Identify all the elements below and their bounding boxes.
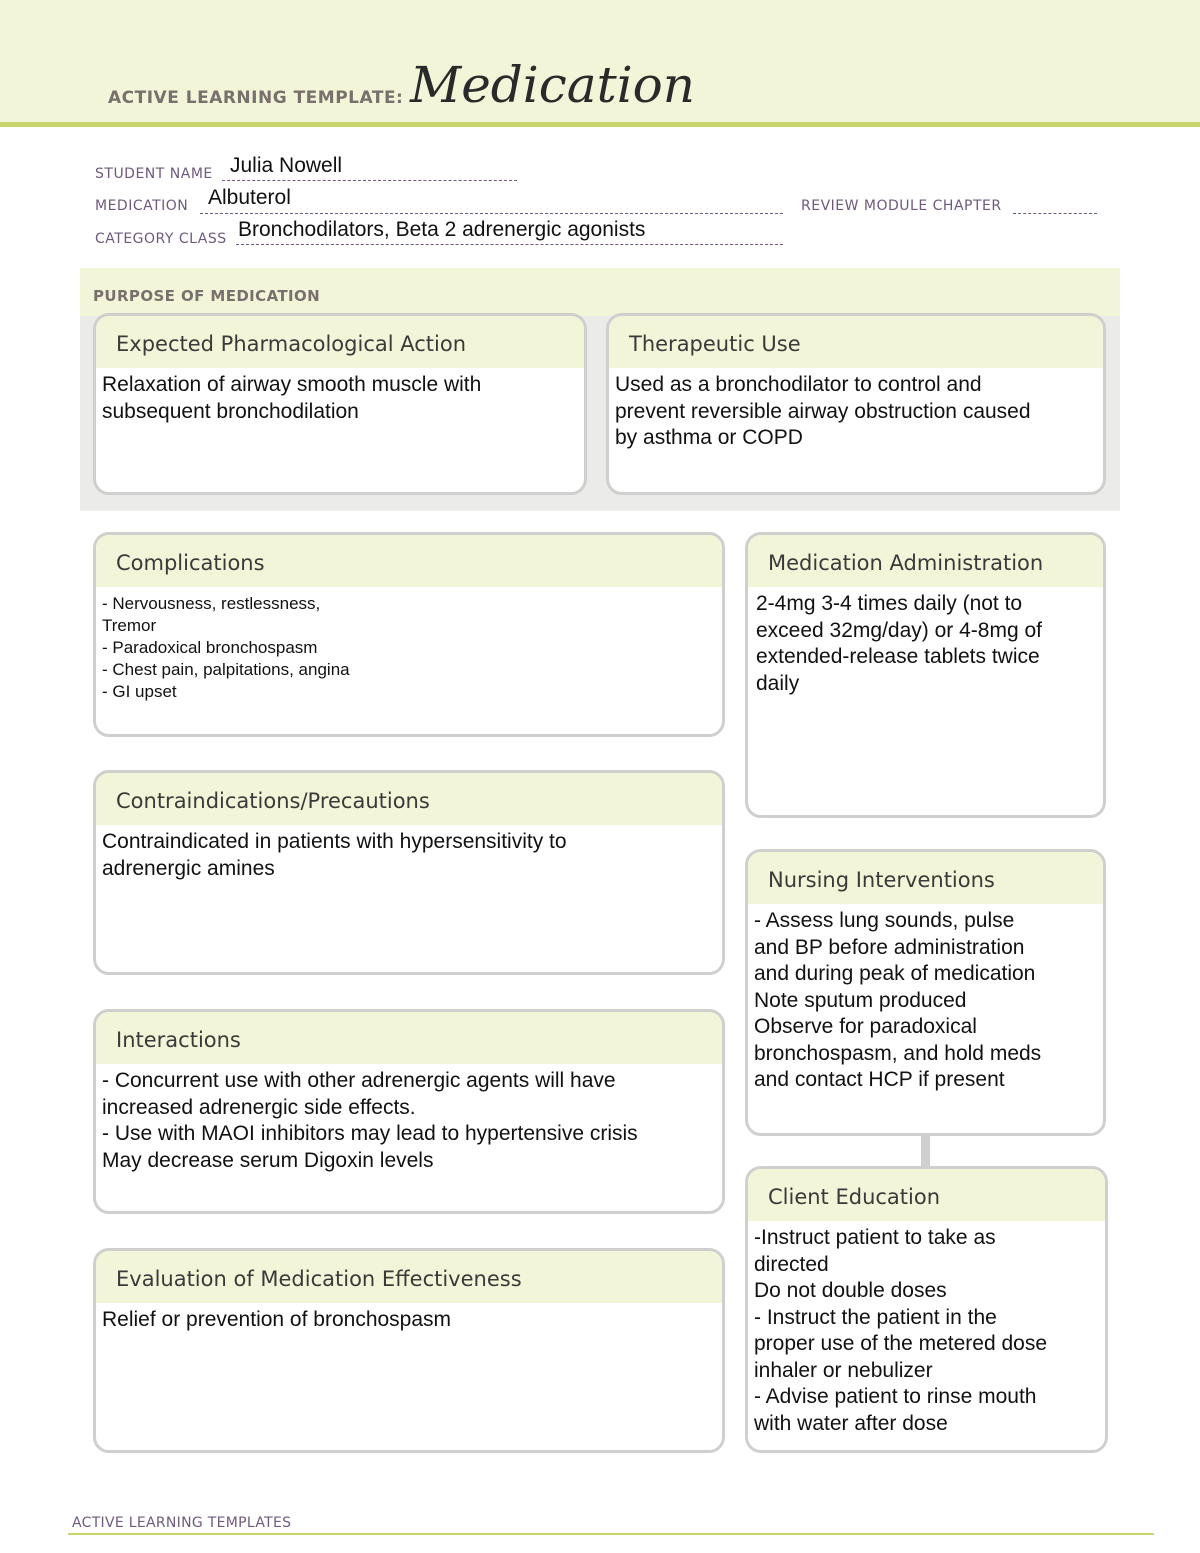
student-name-field[interactable]: Julia Nowell bbox=[230, 154, 343, 177]
review-module-label: REVIEW MODULE CHAPTER bbox=[801, 198, 1002, 214]
client-education-text[interactable]: -Instruct patient to take as directed Do not double doses - Instruct the patient in the proper use of the metered dose inhaler or nebulizer - Advise patient to rinse mouth with water after dose bbox=[754, 1226, 1048, 1435]
category-class-field[interactable]: Bronchodilators, Beta 2 adrenergic agonists bbox=[238, 218, 646, 241]
nursing-interventions-title: Nursing Interventions bbox=[748, 852, 1103, 904]
medication-line bbox=[200, 213, 783, 214]
client-education-title: Client Education bbox=[748, 1169, 1105, 1221]
connector-bar bbox=[921, 1134, 930, 1166]
evaluation-box bbox=[93, 1248, 725, 1453]
complications-text[interactable]: - Nervousness, restlessness, Tremor - Paradoxical bronchospasm - Chest pain, palpitations, angina - GI upset bbox=[102, 594, 350, 701]
complications-title: Complications bbox=[96, 535, 722, 587]
purpose-label: PURPOSE OF MEDICATION bbox=[93, 287, 321, 305]
nursing-interventions-box bbox=[745, 849, 1106, 1136]
therapeutic-use-text[interactable]: Used as a bronchodilator to control and prevent reversible airway obstruction caused by asthma or COPD bbox=[615, 373, 1031, 449]
contraindications-box bbox=[93, 770, 725, 975]
template-label: ACTIVE LEARNING TEMPLATE: bbox=[108, 88, 404, 108]
medication-label: MEDICATION bbox=[95, 198, 189, 214]
evaluation-title: Evaluation of Medication Effectiveness bbox=[96, 1251, 722, 1303]
interactions-title: Interactions bbox=[96, 1012, 722, 1064]
expected-action-box bbox=[93, 313, 587, 495]
nursing-interventions-text[interactable]: - Assess lung sounds, pulse and BP before administration and during peak of medication Note sputum produced Observe for paradoxical bronchospasm, and hold meds and contact HCP if present bbox=[754, 909, 1042, 1091]
administration-box bbox=[745, 532, 1106, 818]
page-title: Medication bbox=[410, 56, 695, 114]
category-class-label: CATEGORY CLASS bbox=[95, 231, 227, 247]
interactions-text[interactable]: - Concurrent use with other adrenergic agents will have increased adrenergic side effects. - Use with MAOI inhibitors may lead to hypertensive crisis May decrease serum Digoxin levels bbox=[102, 1069, 638, 1172]
therapeutic-use-title: Therapeutic Use bbox=[609, 316, 1103, 368]
review-module-field[interactable] bbox=[1013, 213, 1097, 214]
footer-label: ACTIVE LEARNING TEMPLATES bbox=[72, 1515, 292, 1531]
administration-title: Medication Administration bbox=[748, 535, 1103, 587]
footer-rule bbox=[68, 1533, 1154, 1535]
header-rule bbox=[0, 122, 1200, 127]
category-class-line bbox=[236, 244, 783, 245]
interactions-box bbox=[93, 1009, 725, 1214]
therapeutic-use-box bbox=[606, 313, 1106, 495]
student-name-line bbox=[222, 180, 517, 181]
contraindications-title: Contraindications/Precautions bbox=[96, 773, 722, 825]
evaluation-text[interactable]: Relief or prevention of bronchospasm bbox=[102, 1308, 452, 1331]
administration-text[interactable]: 2-4mg 3-4 times daily (not to exceed 32mg/day) or 4-8mg of extended-release tablets twice daily bbox=[756, 592, 1042, 695]
expected-action-text[interactable]: Relaxation of airway smooth muscle with subsequent bronchodilation bbox=[102, 373, 482, 423]
medication-field[interactable]: Albuterol bbox=[208, 186, 291, 209]
complications-box bbox=[93, 532, 725, 737]
client-education-box bbox=[745, 1166, 1108, 1453]
contraindications-text[interactable]: Contraindicated in patients with hypersensitivity to adrenergic amines bbox=[102, 830, 567, 880]
expected-action-title: Expected Pharmacological Action bbox=[96, 316, 584, 368]
student-name-label: STUDENT NAME bbox=[95, 166, 213, 182]
